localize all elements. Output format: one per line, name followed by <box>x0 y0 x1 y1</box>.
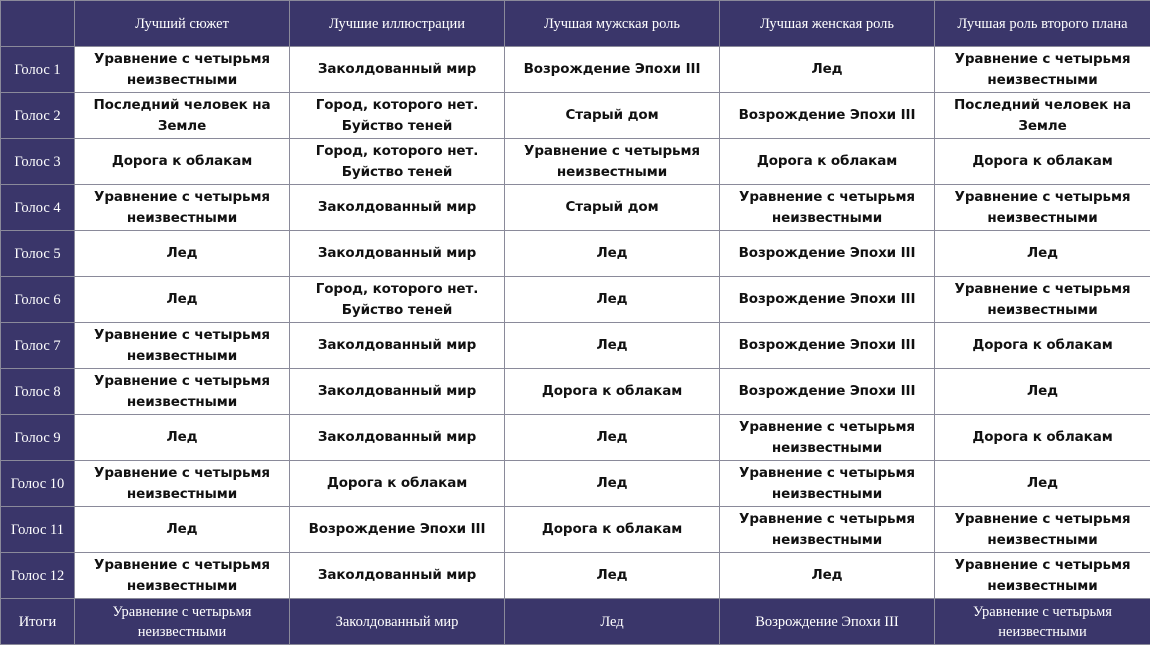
table-cell: Старый дом <box>505 93 720 139</box>
table-cell: Уравнение с четырьмя неизвестными <box>935 277 1150 323</box>
table-cell: Возрождение Эпохи III <box>720 277 935 323</box>
row-label: Голос 11 <box>1 507 75 553</box>
table-cell: Заколдованный мир <box>290 323 505 369</box>
table-cell: Уравнение с четырьмя неизвестными <box>935 47 1150 93</box>
table-cell: Лед <box>75 231 290 277</box>
table-row <box>1 461 1150 507</box>
table-cell: Лед <box>75 277 290 323</box>
table-cell: Уравнение с четырьмя неизвестными <box>720 415 935 461</box>
table-cell: Уравнение с четырьмя неизвестными <box>935 185 1150 231</box>
table-cell: Лед <box>505 461 720 507</box>
totals-cell: Уравнение с четырьмя неизвестными <box>75 599 290 645</box>
table-cell: Дорога к облакам <box>505 507 720 553</box>
column-header: Лучшая женская роль <box>720 1 935 47</box>
row-label: Голос 5 <box>1 231 75 277</box>
totals-cell: Возрождение Эпохи III <box>720 599 935 645</box>
table-cell: Последний человек на Земле <box>935 93 1150 139</box>
table-cell: Уравнение с четырьмя неизвестными <box>75 323 290 369</box>
table-row <box>1 277 1150 323</box>
table-row <box>1 185 1150 231</box>
table-cell: Лед <box>505 277 720 323</box>
table-cell: Лед <box>935 461 1150 507</box>
row-label: Голос 9 <box>1 415 75 461</box>
table-cell: Дорога к облакам <box>75 139 290 185</box>
table-cell: Заколдованный мир <box>290 415 505 461</box>
row-label: Голос 7 <box>1 323 75 369</box>
table-cell: Заколдованный мир <box>290 185 505 231</box>
row-label: Голос 6 <box>1 277 75 323</box>
table-row <box>1 93 1150 139</box>
totals-cell: Заколдованный мир <box>290 599 505 645</box>
table-cell: Дорога к облакам <box>935 415 1150 461</box>
table-cell: Лед <box>935 369 1150 415</box>
table-cell: Заколдованный мир <box>290 47 505 93</box>
totals-label: Итоги <box>1 599 75 645</box>
row-label: Голос 8 <box>1 369 75 415</box>
column-header: Лучшая роль второго плана <box>935 1 1150 47</box>
table-cell: Город, которого нет. Буйство теней <box>290 277 505 323</box>
row-label: Голос 12 <box>1 553 75 599</box>
table-cell: Уравнение с четырьмя неизвестными <box>505 139 720 185</box>
table-row <box>1 369 1150 415</box>
table-row <box>1 231 1150 277</box>
table-cell: Лед <box>75 415 290 461</box>
table-row <box>1 139 1150 185</box>
table-row <box>1 507 1150 553</box>
header-row <box>1 1 1150 47</box>
table-cell: Город, которого нет. Буйство теней <box>290 93 505 139</box>
table-cell: Уравнение с четырьмя неизвестными <box>935 507 1150 553</box>
table-cell: Лед <box>720 47 935 93</box>
column-header: Лучший сюжет <box>75 1 290 47</box>
table-cell: Лед <box>505 323 720 369</box>
table-cell: Старый дом <box>505 185 720 231</box>
table-cell: Уравнение с четырьмя неизвестными <box>75 553 290 599</box>
table-row <box>1 47 1150 93</box>
column-header: Лучшие иллюстрации <box>290 1 505 47</box>
table-cell: Лед <box>720 553 935 599</box>
table-cell: Дорога к облакам <box>290 461 505 507</box>
row-label: Голос 4 <box>1 185 75 231</box>
table-cell: Возрождение Эпохи III <box>720 93 935 139</box>
table-cell: Лед <box>505 553 720 599</box>
table-cell: Заколдованный мир <box>290 231 505 277</box>
table-cell: Лед <box>505 415 720 461</box>
table-cell: Заколдованный мир <box>290 553 505 599</box>
row-label: Голос 3 <box>1 139 75 185</box>
table-cell: Последний человек на Земле <box>75 93 290 139</box>
table-cell: Лед <box>75 507 290 553</box>
table-cell: Возрождение Эпохи III <box>720 369 935 415</box>
row-label: Голос 10 <box>1 461 75 507</box>
table-cell: Заколдованный мир <box>290 369 505 415</box>
row-label: Голос 2 <box>1 93 75 139</box>
table-cell: Уравнение с четырьмя неизвестными <box>720 507 935 553</box>
totals-cell: Уравнение с четырьмя неизвестными <box>935 599 1150 645</box>
table-cell: Уравнение с четырьмя неизвестными <box>720 185 935 231</box>
totals-row <box>1 599 1150 645</box>
table-cell: Дорога к облакам <box>935 323 1150 369</box>
table-cell: Дорога к облакам <box>505 369 720 415</box>
table-cell: Город, которого нет. Буйство теней <box>290 139 505 185</box>
table-row <box>1 323 1150 369</box>
table-cell: Дорога к облакам <box>720 139 935 185</box>
table-cell: Уравнение с четырьмя неизвестными <box>75 461 290 507</box>
column-header: Лучшая мужская роль <box>505 1 720 47</box>
table-cell: Возрождение Эпохи III <box>290 507 505 553</box>
table-row <box>1 415 1150 461</box>
row-label: Голос 1 <box>1 47 75 93</box>
table-cell: Лед <box>935 231 1150 277</box>
table-cell: Возрождение Эпохи III <box>720 231 935 277</box>
table-cell: Уравнение с четырьмя неизвестными <box>935 553 1150 599</box>
table-cell: Возрождение Эпохи III <box>505 47 720 93</box>
totals-cell: Лед <box>505 599 720 645</box>
table-cell: Уравнение с четырьмя неизвестными <box>75 369 290 415</box>
table-cell: Лед <box>505 231 720 277</box>
table-cell: Уравнение с четырьмя неизвестными <box>75 47 290 93</box>
table-row <box>1 553 1150 599</box>
table-cell: Дорога к облакам <box>935 139 1150 185</box>
corner-cell <box>1 1 75 47</box>
table-cell: Возрождение Эпохи III <box>720 323 935 369</box>
table-cell: Уравнение с четырьмя неизвестными <box>75 185 290 231</box>
table-cell: Уравнение с четырьмя неизвестными <box>720 461 935 507</box>
